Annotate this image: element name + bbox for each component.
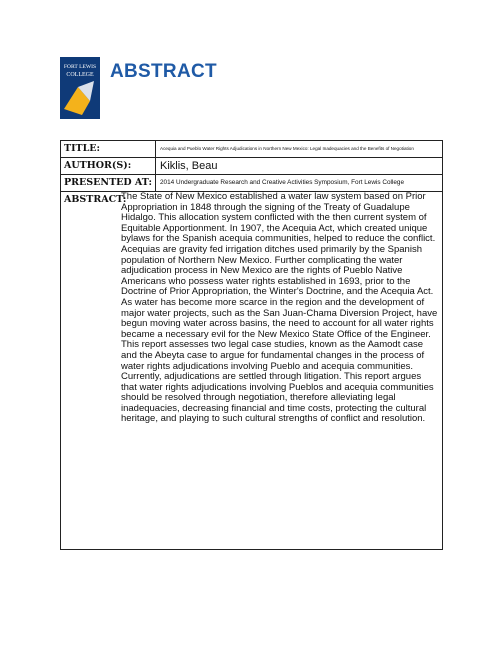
abstract-label: ABSTRACT: <box>64 194 127 205</box>
abstract-row <box>61 192 442 549</box>
svg-text:FORT LEWIS: FORT LEWIS <box>63 64 97 70</box>
abstract-text: The State of New Mexico established a water law system based on Prior Appropriation in 1848 through the signing of the Treaty of Guadalupe Hidalgo. This allocation system conflicted with the then current system of Equitable Apportionment. In 1907, the Acequia Act, which created unique bylaws for the Spanish acequia communities, helped to reduce the conflict. Acequias are gravity fed irrigation ditches used primarily by the Spanish population of Northern New Mexico. Further complicating the water adjudication process in New Mexico are the rights of Pueblo Native Americans who possess water rights established in 1693, prior to the Doctrine of Prior Appropriation, the Winter's Doctrine, and the Acequia Act. As water has become more scarce in the region and the development of major water projects, such as the San Juan-Chama Diversion Project, have begun moving water across basins, the need to account for all water rights became a necessary evil for the New Mexico State Office of the Engineer. This report assesses two legal case studies, known as the Aamodt case and the Abeyta case to argue for fundamental changes in the process of water rights adjudications involving Pueblo and acequia communities. Currently, adjudications are settled through litigation. This report argues that water rights adjudications involving Pueblos and acequia communities should be resolved through negotiation, therefore alleviating legal inadequacies, decreasing financial and time costs, protecting the cultural heritage, and playing to such cultural strengths of conflict and resolution. <box>121 191 438 425</box>
page-title: ABSTRACT <box>110 61 217 82</box>
presented-row <box>61 175 442 192</box>
abstract-form <box>60 140 443 550</box>
college-logo <box>60 57 100 119</box>
author-value: Kiklis, Beau <box>160 160 218 172</box>
author-row <box>61 158 442 175</box>
title-value: Acequia and Pueblo Water Rights Adjudications in Northern New Mexico: Legal Inadequacies and the Benefits of Negotiation <box>160 146 414 151</box>
presented-label: PRESENTED AT: <box>61 175 156 191</box>
svg-text:COLLEGE: COLLEGE <box>66 72 94 78</box>
author-label: AUTHOR(S): <box>61 158 156 174</box>
title-label: TITLE: <box>61 141 156 157</box>
title-row <box>61 141 442 158</box>
presented-value: 2014 Undergraduate Research and Creative Activities Symposium, Fort Lewis College <box>160 179 405 186</box>
